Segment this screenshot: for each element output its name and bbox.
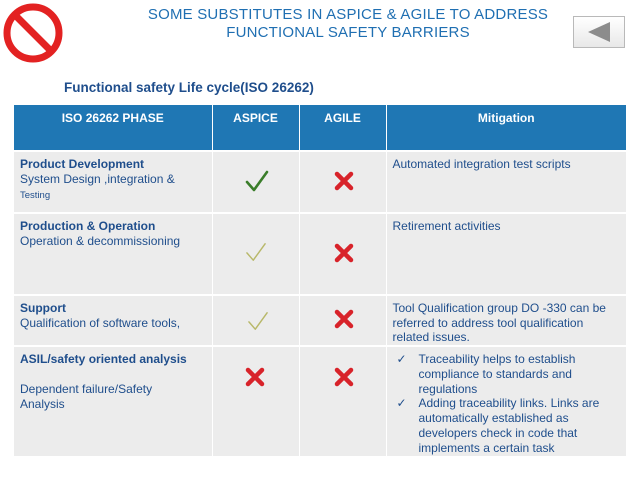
list-item [393,396,621,455]
agile-cell [299,151,386,213]
mitigation-text: Automated integration test scripts [392,157,571,171]
header-aspice: ASPICE [212,105,299,151]
check-icon [245,170,269,192]
phase-desc: Qualification of software tools, [20,316,181,330]
header-agile: AGILE [299,105,386,151]
table-row [14,295,626,346]
cross-icon [334,309,354,329]
phase-cell [14,295,212,346]
back-button[interactable] [573,16,625,48]
agile-cell [299,346,386,456]
phase-title: Production & Operation [20,219,156,233]
phase-cell [14,346,212,456]
cross-icon [334,171,354,191]
phase-desc-2: Analysis [20,397,65,411]
mitigation-cell [386,346,626,456]
mitigation-text: Tool Qualification group DO -330 can be referred to address tool qualification related issues. [392,301,606,344]
comparison-table [14,105,626,456]
phase-cell [14,213,212,295]
aspice-cell [212,213,299,295]
no-entry-icon [2,2,64,64]
mitigation-cell [386,151,626,213]
slide-title [120,6,576,42]
mitigation-cell [386,213,626,295]
section-subtitle: Functional safety Life cycle(ISO 26262) [64,80,314,95]
left-arrow-icon [586,21,612,43]
phase-title: Product Development [20,157,145,171]
phase-desc-2: Testing [20,190,51,201]
phase-desc: Dependent failure/Safety [20,382,153,396]
phase-title: ASIL/safety oriented analysis [20,352,187,366]
mitigation-list [393,352,621,456]
bullet-text: Adding traceability links. Links are automatically established as developers check in code that implements a certain task [418,396,600,455]
aspice-cell [212,346,299,456]
cross-icon [334,243,354,263]
mitigation-text: Retirement activities [392,219,501,233]
cross-icon [334,367,354,387]
title-line-2: FUNCTIONAL SAFETY BARRIERS [226,24,470,41]
aspice-cell [212,295,299,346]
table-header-row [14,105,626,151]
phase-cell [14,151,212,213]
phase-desc: System Design ,integration & [20,172,175,186]
list-item [393,352,621,396]
agile-cell [299,295,386,346]
check-icon [247,311,269,331]
bullet-text: Traceability helps to establish compliance to standards and regulations [418,352,576,396]
header-phase: ISO 26262 PHASE [14,105,212,151]
mitigation-cell [386,295,626,346]
title-line-1: SOME SUBSTITUTES IN ASPICE & AGILE TO ADDRESS [147,6,549,23]
agile-cell [299,213,386,295]
aspice-cell [212,151,299,213]
header-mitigation: Mitigation [386,105,626,151]
checkmark-bullet-icon: ✓ [396,352,407,366]
table-row [14,213,626,295]
checkmark-bullet-icon: ✓ [396,396,407,411]
phase-desc: Operation & decommissioning [20,234,181,248]
table-row [14,151,626,213]
phase-title: Support [20,301,66,315]
table-row [14,346,626,456]
cross-icon [245,367,265,387]
check-icon [245,242,267,262]
